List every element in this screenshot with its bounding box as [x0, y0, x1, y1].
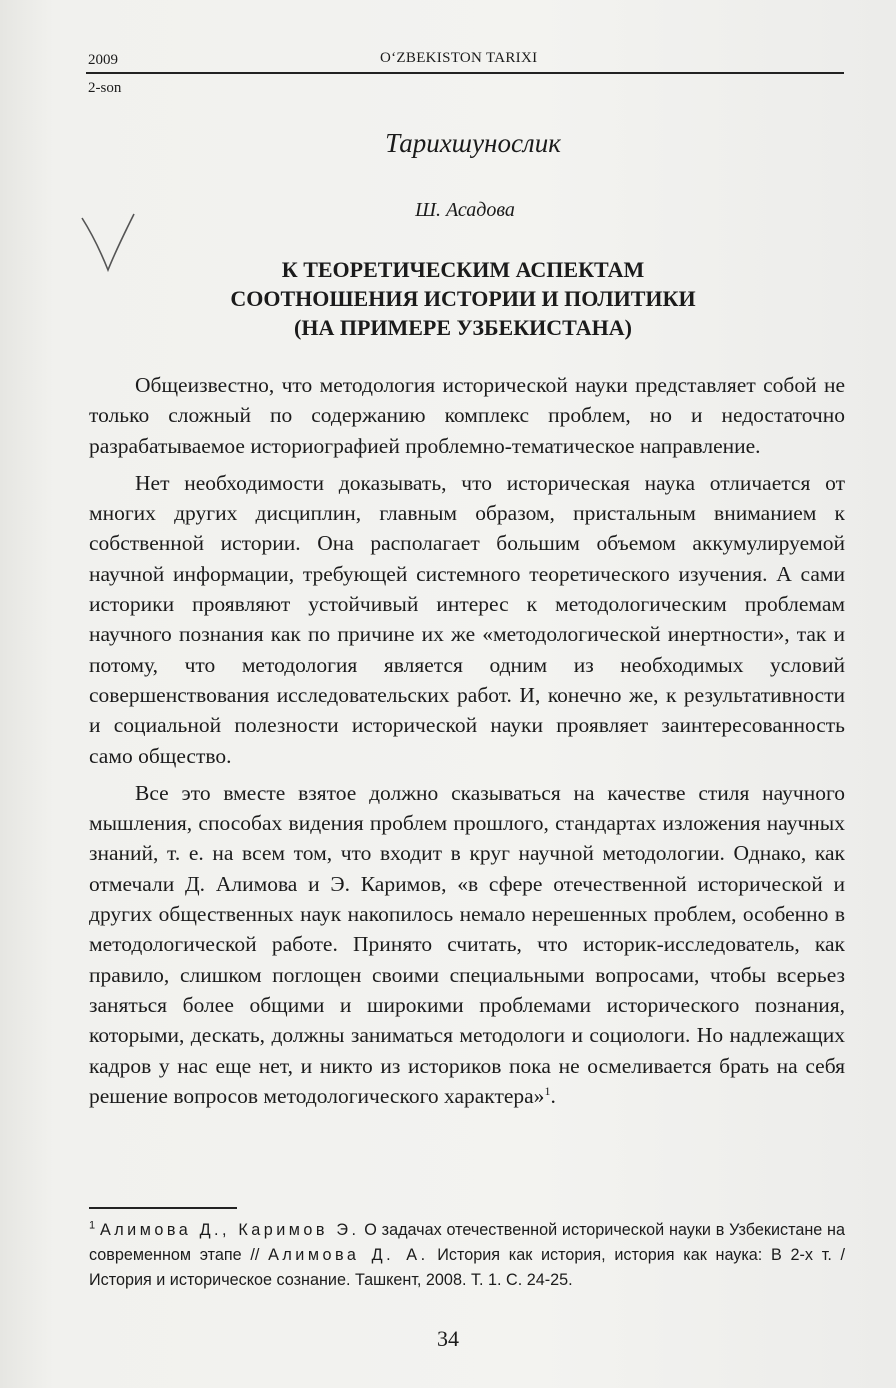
footnote-text: История как история, история как наука: В 2-х т. / История и историческое сознание. Ташкент, 2008. Т. 1. С. 24-25.: [89, 1246, 846, 1289]
header-journal-name: O‘ZBEKISTON TARIXI: [380, 50, 538, 66]
footnote-author: Алимова Д., Каримов Э.: [99, 1221, 360, 1239]
footnote-rule: [89, 1207, 237, 1209]
title-line: К ТЕОРЕТИЧЕСКИМ АСПЕКТАМ: [281, 257, 645, 282]
footnote-text: О задачах отечественной исторической науки в Узбекистане на современном этапе //: [89, 1221, 845, 1264]
header-issue: 2-son: [88, 80, 122, 96]
article-title: [0, 255, 896, 342]
header-year: 2009: [88, 52, 118, 68]
paragraph: Общеизвестно, что методология исторической науки представляет собой не только сложный по содержанию комплекс проблем, но и недостаточно разрабатываемое историографией проблемно-тематическое направление.: [89, 373, 845, 458]
paragraph-text: Все это вместе взятое должно сказываться на качестве стиля научного мышления, способах видения проблем прошлого, стандартах изложения научных знаний, т. е. на всем том, что входит в круг научной методологии. Однако, как отмечали Д. Алимова и Э. Каримов, «в сфере отечественной исторической и других общественных наук накопилось немало нерешенных проблем, особенно в методологической работе. Принято считать, что историк-исследователь, как правило, слишком поглощен своими специальными вопросами, чтобы всерьез заняться более общими и широкими проблемами исторического познания, которыми, дескать, должны заниматься методологи и социологи. Но надлежащих кадров у нас еще нет, и никто из историков пока не осмеливается брать на себя решение вопросов методологического характера»: [89, 780, 845, 1108]
article-body: [89, 370, 845, 1111]
paragraph: Все это вместе взятое должно сказываться на качестве стиля научного мышления, способах видения проблем прошлого, стандартах изложения научных знаний, т. е. на всем том, что входит в круг научной методологии. Однако, как отмечали Д. Алимова и Э. Каримов, «в сфере отечественной исторической и других общественных наук накопилось немало нерешенных проблем, особенно в методологической работе. Принято считать, что историк-исследователь, как правило, слишком поглощен своими специальными вопросами, чтобы всерьез заняться более общими и широкими проблемами исторического познания, которыми, дескать, должны заниматься методологи и социологи. Но надлежащих кадров у нас еще нет, и никто из историков пока не осмеливается брать на себя решение вопросов методологического характера»$^1$.: [89, 780, 845, 1108]
page-number: 34: [437, 1326, 459, 1351]
paragraph: Нет необходимости доказывать, что историческая наука отличается от многих других дисциплин, главным образом, пристальным вниманием к собственной истории. Она располагает большим объемом аккумулируемой научной информации, требующей системного теоретического изучения. А сами историки проявляют устойчивый интерес к методологическим проблемам научного познания как по причине их же «методологической инертности», так и потому, что методология является одним из необходимых условий совершенствования исследовательских работ. И, конечно же, к результативности и социальной полезности исторической науки проявляет заинтересованность само общество.: [89, 470, 845, 768]
article-author: Ш. Асадова: [415, 199, 515, 221]
footnote-author: Алимова Д. А.: [268, 1246, 429, 1264]
title-line: СООТНОШЕНИЯ ИСТОРИИ И ПОЛИТИКИ: [230, 286, 696, 311]
section-heading: Тарихшунослик: [385, 128, 561, 158]
title-line: (НА ПРИМЕРЕ УЗБЕКИСТАНА): [294, 315, 632, 340]
footnote-number: 1: [89, 1219, 96, 1232]
header-rule: [86, 72, 844, 74]
footnote-reference: 1: [544, 1083, 551, 1098]
footnote: [89, 1218, 845, 1293]
